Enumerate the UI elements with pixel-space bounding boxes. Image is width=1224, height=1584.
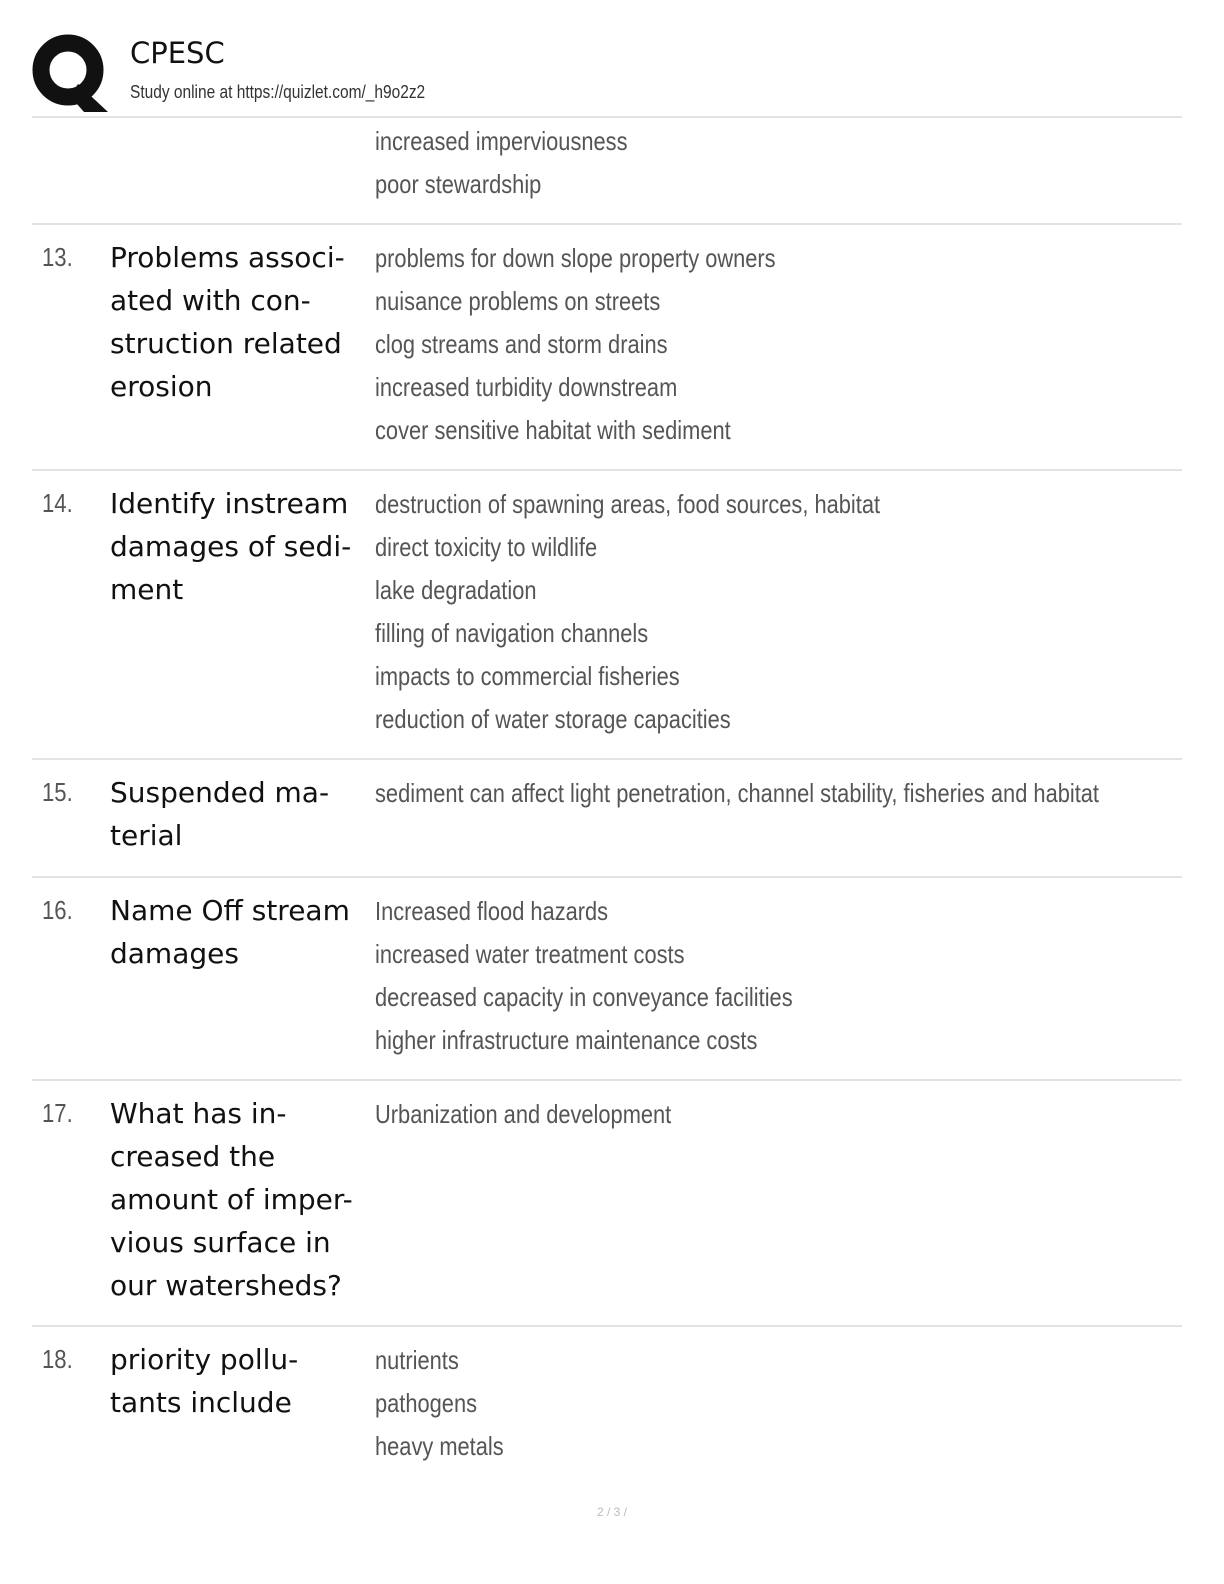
answer-line: increased water treatment costs bbox=[375, 939, 685, 969]
divider bbox=[32, 469, 1182, 471]
question-line: damages of sedi- bbox=[110, 530, 352, 563]
answer-line: clog streams and storm drains bbox=[375, 329, 668, 359]
quizlet-logo-icon bbox=[32, 34, 110, 112]
divider bbox=[32, 1325, 1182, 1327]
question-line: tants include bbox=[110, 1386, 292, 1419]
card-question bbox=[110, 889, 372, 975]
answer-line: reduction of water storage capacities bbox=[375, 704, 731, 734]
answer-line: cover sensitive habitat with sediment bbox=[375, 415, 731, 445]
divider bbox=[32, 876, 1182, 878]
question-line: our watersheds? bbox=[110, 1269, 342, 1302]
answer-line: sediment can affect light penetration, channel stability, fisheries and habitat bbox=[375, 778, 1100, 808]
answer-line: decreased capacity in conveyance facilities bbox=[375, 982, 793, 1012]
question-line: damages bbox=[110, 937, 239, 970]
card-answer bbox=[375, 772, 1099, 815]
answer-line: heavy metals bbox=[375, 1431, 504, 1461]
answer-line: problems for down slope property owners bbox=[375, 243, 776, 273]
question-line: priority pollu- bbox=[110, 1343, 299, 1376]
question-line: Problems associ- bbox=[110, 241, 345, 274]
answer-line: nuisance problems on streets bbox=[375, 286, 661, 316]
question-line: struction related bbox=[110, 327, 342, 360]
divider bbox=[32, 758, 1182, 760]
divider bbox=[32, 116, 1182, 118]
card-answer bbox=[375, 1093, 671, 1136]
card-question bbox=[110, 236, 372, 408]
question-line: ment bbox=[110, 573, 184, 606]
card-number: 13. bbox=[42, 242, 73, 272]
set-title: CPESC bbox=[130, 36, 225, 70]
question-line: What has in- bbox=[110, 1097, 287, 1130]
question-line: terial bbox=[110, 819, 183, 852]
answer-line: destruction of spawning areas, food sources, habitat bbox=[375, 489, 881, 519]
answer-line: nutrients bbox=[375, 1345, 459, 1375]
answer-line: Increased flood hazards bbox=[375, 896, 609, 926]
card-answer bbox=[375, 890, 793, 1062]
divider bbox=[32, 1079, 1182, 1081]
page-header bbox=[32, 34, 1182, 114]
page-number: 2 / 3 / bbox=[596, 1505, 628, 1519]
question-line: Name Off stream bbox=[110, 894, 350, 927]
card-answer bbox=[375, 1339, 504, 1468]
card-question bbox=[110, 482, 372, 611]
card-question bbox=[110, 1338, 372, 1424]
card-number: 18. bbox=[42, 1344, 73, 1374]
study-online-link[interactable]: Study online at https://quizlet.com/_h9o2z2 bbox=[130, 82, 426, 102]
answer-line: lake degradation bbox=[375, 575, 537, 605]
answer-line: impacts to commercial fisheries bbox=[375, 661, 680, 691]
answer-line: Urbanization and development bbox=[375, 1099, 672, 1129]
question-line: Identify instream bbox=[110, 487, 349, 520]
answer-line: higher infrastructure maintenance costs bbox=[375, 1025, 758, 1055]
card-answer bbox=[375, 237, 776, 452]
question-line: creased the bbox=[110, 1140, 276, 1173]
card-number: 14. bbox=[42, 488, 73, 518]
answer-line: poor stewardship bbox=[375, 169, 542, 199]
answer-line: filling of navigation channels bbox=[375, 618, 649, 648]
answer-line: increased turbidity downstream bbox=[375, 372, 678, 402]
card-number: 17. bbox=[42, 1098, 73, 1128]
answer-line: increased imperviousness bbox=[375, 126, 628, 156]
question-line: vious surface in bbox=[110, 1226, 331, 1259]
divider bbox=[32, 223, 1182, 225]
card-number: 16. bbox=[42, 895, 73, 925]
question-line: Suspended ma- bbox=[110, 776, 330, 809]
card-answer bbox=[375, 483, 880, 741]
question-line: ated with con- bbox=[110, 284, 311, 317]
card-question bbox=[110, 1092, 372, 1307]
continuation-answer bbox=[375, 120, 627, 206]
card-question bbox=[110, 771, 372, 857]
question-line: amount of imper- bbox=[110, 1183, 353, 1216]
answer-line: pathogens bbox=[375, 1388, 478, 1418]
question-line: erosion bbox=[110, 370, 213, 403]
answer-line: direct toxicity to wildlife bbox=[375, 532, 598, 562]
card-number: 15. bbox=[42, 777, 73, 807]
